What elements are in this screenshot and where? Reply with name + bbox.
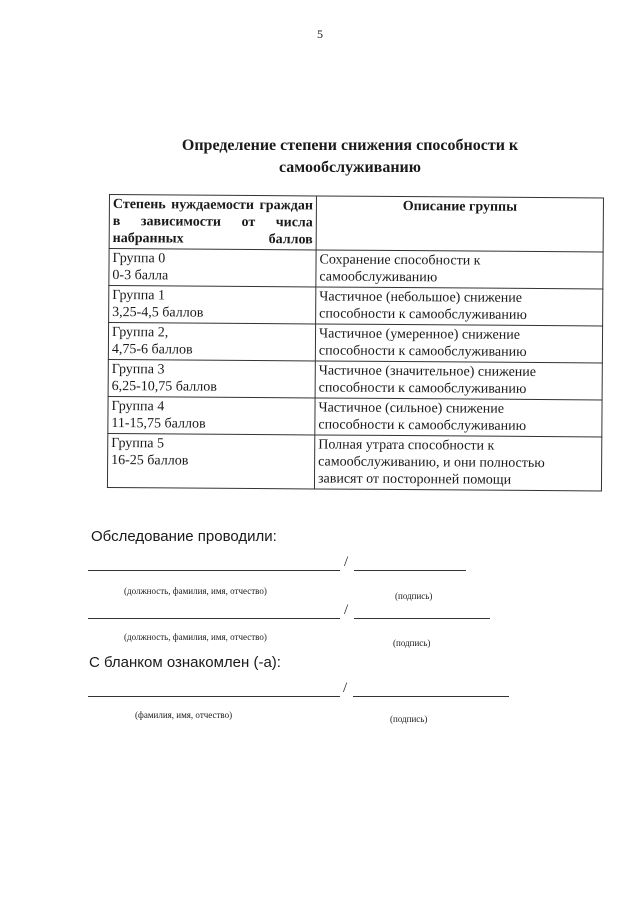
page-title [100, 135, 600, 179]
signature-line [353, 696, 509, 697]
description-cell [314, 435, 601, 491]
group-points: 0-3 балла [112, 268, 169, 284]
group-name: Группа 1 [112, 288, 166, 304]
description-line: Частичное (умеренное) снижение [318, 326, 521, 343]
group-points: 11-15,75 баллов [111, 416, 206, 432]
signature-separator: / [344, 602, 349, 618]
acknowledgement-label: С бланком ознакомлен (-а): [89, 654, 281, 671]
description-line: Полная утрата способности к [318, 437, 495, 454]
description-cell [316, 250, 603, 289]
description-line: Частичное (значительное) снижение [318, 363, 537, 380]
caption-signature-1: (подпись) [395, 591, 433, 601]
survey-label: Обследование проводили: [91, 528, 277, 545]
caption-signature-2: (подпись) [393, 638, 431, 648]
description-line: способности к самообслуживанию [318, 380, 527, 397]
signature-separator: / [343, 680, 348, 696]
description-line: способности к самообслуживанию [318, 417, 527, 434]
description-line: самообслуживанию [319, 269, 438, 286]
description-cell [316, 287, 603, 326]
name-line [88, 570, 340, 571]
signature-row-2 [88, 604, 498, 622]
description-line: Сохранение способности к [319, 252, 481, 269]
group-name: Группа 5 [111, 436, 165, 452]
description-line: Частичное (небольшое) снижение [319, 289, 523, 306]
groups-table [107, 194, 604, 491]
group-name: Группа 0 [112, 251, 166, 267]
signature-row-1 [88, 556, 498, 574]
description-cell [315, 324, 602, 363]
group-points: 6,25-10,75 баллов [111, 379, 217, 395]
caption-name: (фамилия, имя, отчество) [135, 710, 233, 720]
table-row [108, 323, 602, 363]
title-line-2: самообслуживанию [279, 159, 421, 176]
table-header-row [109, 195, 603, 252]
description-line: самообслуживанию, и они полностью [318, 454, 545, 472]
table-row [108, 396, 602, 436]
caption-position-name-1: (должность, фамилия, имя, отчество) [124, 586, 267, 596]
caption-position-name-2: (должность, фамилия, имя, отчество) [124, 632, 267, 642]
description-cell [315, 398, 602, 437]
group-points: 3,25-4,5 баллов [112, 305, 204, 321]
group-name: Группа 3 [111, 362, 165, 378]
caption-signature-3: (подпись) [390, 714, 428, 724]
page-number: 5 [317, 27, 323, 41]
table-row [107, 433, 601, 490]
group-cell [109, 249, 316, 287]
table-row [109, 249, 603, 289]
group-cell [109, 286, 316, 324]
header-group-description: Описание группы [316, 196, 603, 252]
description-line: способности к самообслуживанию [319, 306, 527, 323]
name-line [88, 696, 340, 697]
description-line: зависят от посторонней помощи [317, 471, 512, 488]
name-line [88, 618, 340, 619]
group-points: 16-25 баллов [111, 453, 189, 469]
title-line-1: Определение степени снижения способности к [181, 137, 519, 154]
signature-separator: / [344, 554, 349, 570]
group-name: Группа 2, [111, 325, 169, 341]
description-cell [315, 361, 602, 400]
signature-line [354, 570, 466, 571]
description-line: Частичное (сильное) снижение [318, 400, 504, 417]
group-cell [107, 433, 314, 488]
group-cell [108, 323, 315, 361]
header-need-degree: Степень нуждаемости граждан в зависимости от числа набранных баллов [109, 195, 316, 250]
group-points: 4,75-6 баллов [111, 342, 193, 358]
table-row [108, 359, 602, 399]
signature-row-3 [88, 682, 498, 700]
description-line: способности к самообслуживанию [318, 343, 527, 360]
table-row [109, 286, 603, 326]
group-name: Группа 4 [111, 399, 165, 415]
group-cell [108, 359, 315, 397]
group-cell [108, 396, 315, 434]
signature-line [354, 618, 490, 619]
